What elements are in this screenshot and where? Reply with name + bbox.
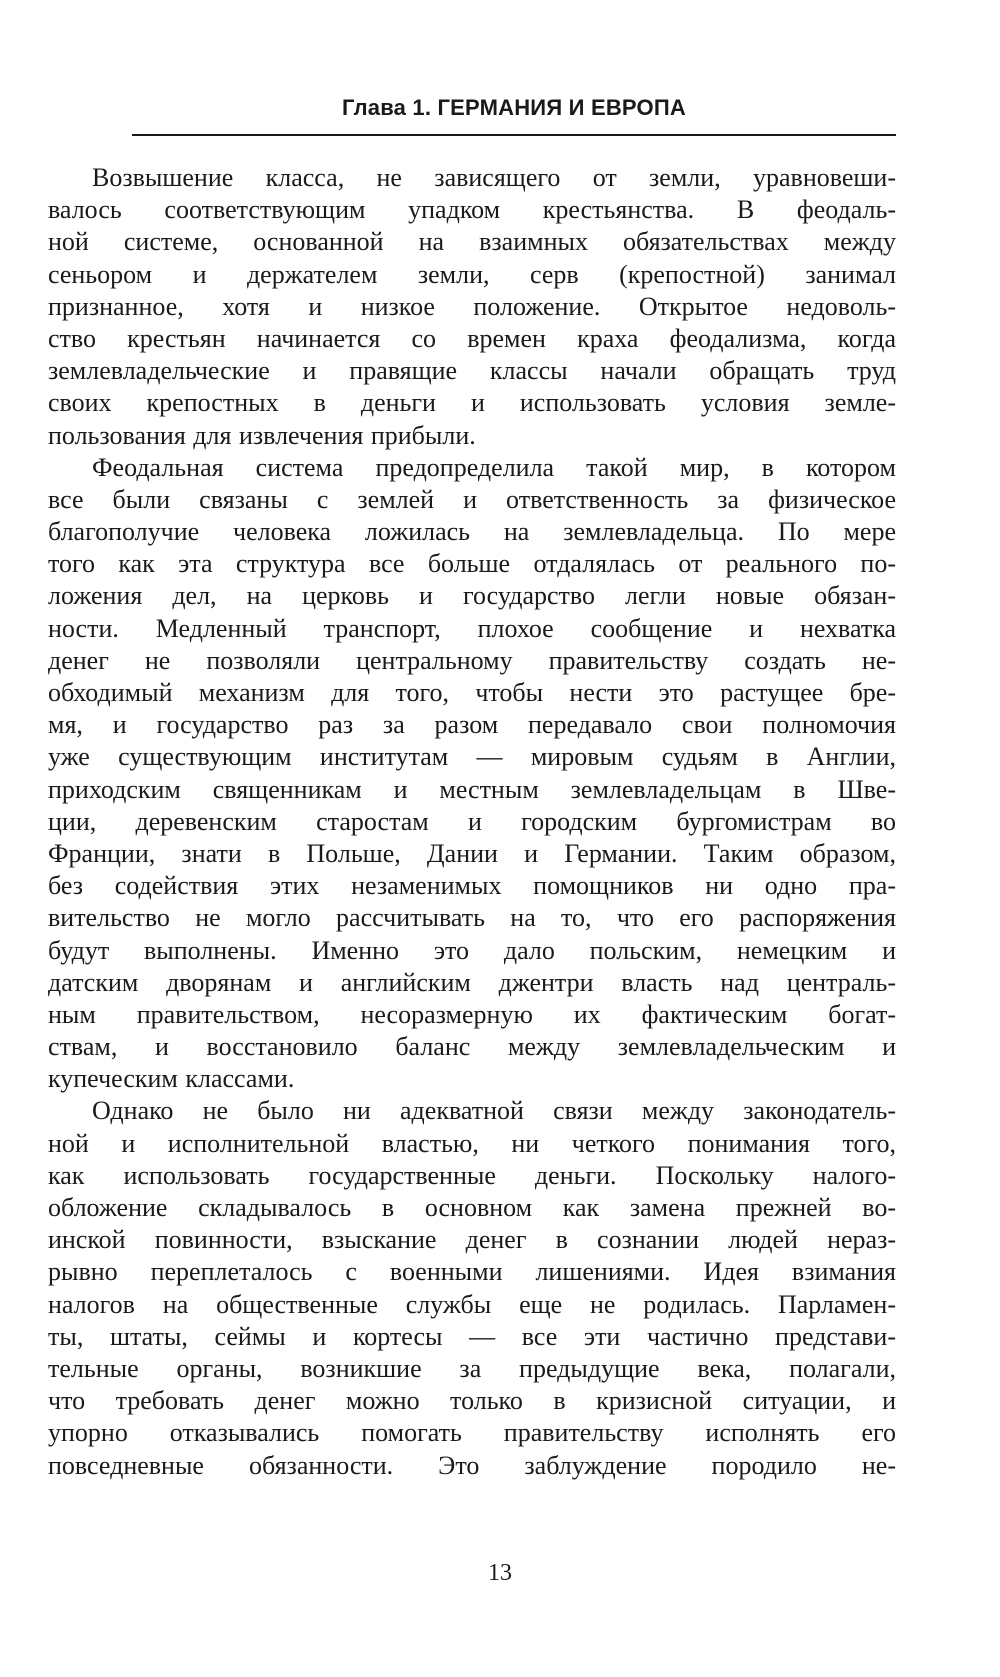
paragraph <box>48 452 896 1096</box>
text-line: что требовать денег можно только в кризисной ситуации, и <box>48 1386 896 1416</box>
text-line: ным правительством, несоразмерную их фактическим богат- <box>48 999 896 1029</box>
text-line: ты, штаты, сеймы и кортесы — все эти частично представи- <box>48 1321 896 1351</box>
text-line: инской повинности, взыскание денег в сознании людей нераз- <box>48 1225 896 1255</box>
text-line: налогов на общественные службы еще не родилась. Парламен- <box>48 1289 896 1319</box>
text-line: как использовать государственные деньги. Поскольку налого- <box>48 1160 896 1190</box>
text-line: обходимый механизм для того, чтобы нести это растущее бре- <box>48 678 896 707</box>
paragraph <box>48 1095 896 1481</box>
text-line: Франции, знати в Польше, Дании и Германии. Таким образом, <box>48 838 896 868</box>
text-line: ствам, и восстановило баланс между землевладельческим и <box>48 1032 896 1062</box>
body-text <box>48 162 896 1482</box>
text-line: Феодальная система предопределила такой мир, в котором <box>92 452 896 482</box>
text-line: датским дворянам и английским джентри власть над централь- <box>48 967 896 997</box>
text-line: признанное, хотя и низкое положение. Открытое недоволь- <box>48 291 896 321</box>
text-line: мя, и государство раз за разом передавало свои полномочия <box>48 710 896 740</box>
text-line: упорно отказывались помогать правительству исполнять его <box>48 1418 896 1448</box>
text-line: ции, деревенским старостам и городским бургомистрам во <box>48 806 896 836</box>
paragraph <box>48 162 896 452</box>
page-number: 13 <box>488 1560 512 1586</box>
text-line: того как эта структура все больше отдалялась от реального по- <box>48 549 896 579</box>
text-line: благополучие человека ложилась на землевладельца. По мере <box>48 517 896 547</box>
text-line: пользования для извлечения прибыли. <box>48 420 476 450</box>
text-line: сеньором и держателем земли, серв (крепостной) занимал <box>48 259 896 289</box>
text-line: ной системе, основанной на взаимных обязательствах между <box>48 227 896 257</box>
text-line: обложение складывалось в основном как замена прежней во- <box>48 1193 896 1222</box>
text-line: тельные органы, возникшие за предыдущие века, полагали, <box>48 1353 896 1383</box>
text-line: будут выполнены. Именно это дало польским, немецким и <box>48 935 896 965</box>
text-line: рывно переплеталось с военными лишениями. Идея взимания <box>48 1257 896 1287</box>
text-line: без содействия этих незаменимых помощников ни одно пра- <box>48 871 896 901</box>
text-line: все были связаны с землей и ответственность за физическое <box>48 484 896 514</box>
text-line: землевладельческие и правящие классы начали обращать труд <box>48 356 896 386</box>
text-line: купеческим классами. <box>48 1064 295 1094</box>
text-line: своих крепостных в деньги и использовать условия земле- <box>48 388 896 418</box>
running-title: Глава 1. ГЕРМАНИЯ И ЕВРОПА <box>342 95 686 120</box>
text-line: валось соответствующим упадком крестьянства. В феодаль- <box>48 195 896 225</box>
text-line: ложения дел, на церковь и государство легли новые обязан- <box>48 581 896 611</box>
text-line: приходским священникам и местным землевладельцам в Шве- <box>48 774 896 804</box>
header-rule <box>132 134 896 136</box>
text-line: Однако не было ни адекватной связи между законодатель- <box>92 1096 896 1126</box>
text-line: Возвышение класса, не зависящего от земли, уравновеши- <box>92 163 896 192</box>
text-line: ности. Медленный транспорт, плохое сообщение и нехватка <box>48 613 896 643</box>
text-line: ство крестьян начинается со времен краха феодализма, когда <box>48 323 896 353</box>
text-line: уже существующим институтам — мировым судьям в Англии, <box>48 742 896 772</box>
text-line: вительство не могло рассчитывать на то, что его распоряжения <box>48 903 896 933</box>
text-line: ной и исполнительной властью, ни четкого понимания того, <box>48 1128 896 1158</box>
text-line: денег не позволяли центральному правительству создать не- <box>48 645 896 675</box>
text-line: повседневные обязанности. Это заблуждение породило не- <box>48 1450 896 1480</box>
